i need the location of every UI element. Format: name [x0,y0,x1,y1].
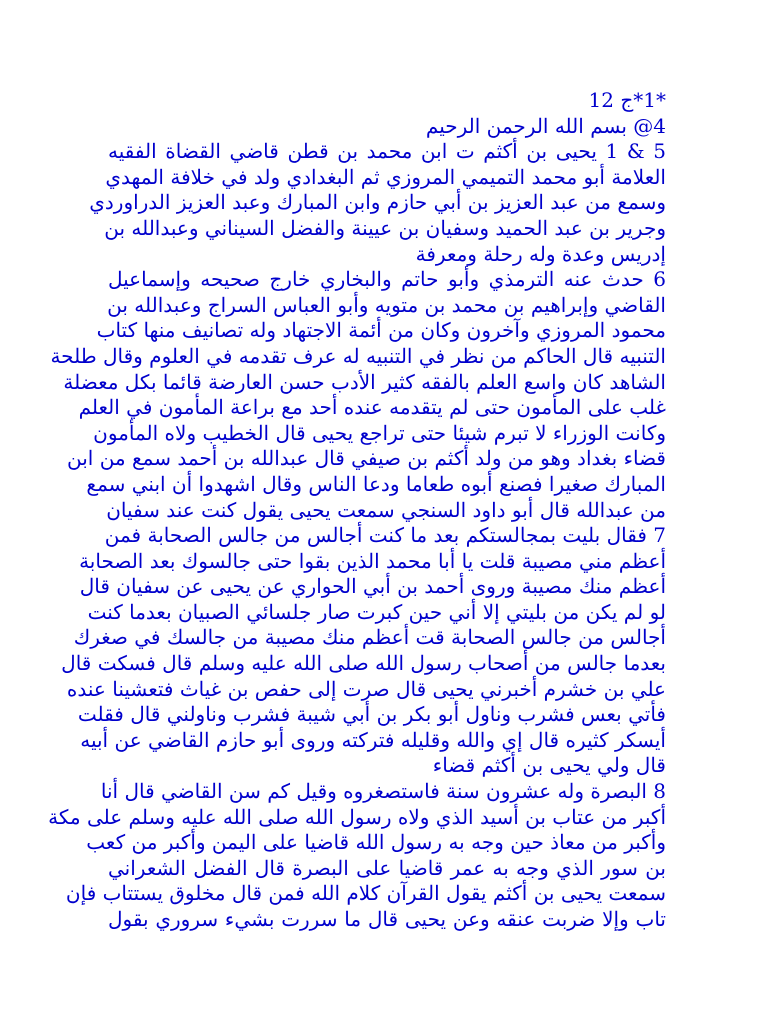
text-line: 5 & 1 يحيى بن أكثم ت ابن محمد بن قطن قاضي القضاة الفقيه [108,139,666,164]
text-line: وأكبر من معاذ حين وجه به رسول الله قاضيا على اليمن وأكبر من كعب [86,830,666,855]
text-line: قضاء بغداد وهو من ولد أكثم بن صيفي قال عبدالله بن أحمد سمع من ابن [67,446,666,471]
text-line: القاضي وإبراهيم بن محمد بن متويه وأبو العباس السراج وعبدالله بن [107,292,666,317]
text-line: بعدما جالس من أصحاب رسول الله صلى الله عليه وسلم قال فسكت قال [61,651,666,676]
text-line: الشاهد كان واسع العلم بالفقه كثير الأدب حسن العارضة قائما بكل معضلة [63,369,666,394]
text-line: أيسكر كثيره قال إي والله وقليله فتركته وروى أبو حازم القاضي عن أبيه [80,727,666,752]
text-line: تاب وإلا ضربت عنقه وعن يحيى قال ما سررت بشيء سروري بقول [108,907,666,931]
text-line: لو لم يكن من بليتي إلا أني حين كبرت صار جلسائي الصبيان بعدما كنت [87,599,666,624]
text-line: أجالس من جالس الصحابة قت أعظم منك مصيبة من جالسك في صغرك [73,625,666,650]
text-line: قال ولي يحيى بن أكثم قضاء [432,753,666,778]
text-line: سمعت يحيى بن أكثم يقول القرآن كلام الله فمن قال مخلوق يستتاب فإن [65,881,666,906]
text-line: بن سور الذي وجه به عمر قاضيا على البصرة قال الفضل الشعراني [108,855,666,880]
text-line: 6 حدث عنه الترمذي وأبو حاتم والبخاري خارج صحيحه وإسماعيل [108,267,666,292]
text-line: المبارك صغيرا فصنع أبوه طعاما ودعا الناس وقال اشهدوا أن ابني سمع [86,471,666,496]
text-line: علي بن خشرم أخبرني يحيى قال صرت إلى حفص بن غياث فتعشينا عنده [66,676,666,701]
text-line: 7 فقال بليت بمجالستكم بعد ما كنت أجالس من جالس الصحابة فمن [104,523,666,548]
text-line: أعظم منك مصيبة وروى أحمد بن أبي الحواري عن يحيى عن سفيان قال [79,574,666,599]
text-line: من عبدالله قال أبو داود السنجي سمعت يحيى يقول كنت عند سفيان [106,497,666,522]
text-line: غلب على المأمون حتى لم يتقدمه عنده أحد مع براعة المأمون في العلم [78,395,666,420]
text-line: إدريس وعدة وله رحلة ومعرفة [415,241,666,266]
text-line: أعظم مني مصيبة قلت يا أبا محمد الذين بقوا حتى جالسوك بعد الصحابة [79,548,666,573]
text-line: وجرير بن عبد الحميد وسفيان بن عيينة والفضل السيناني وعبدالله بن [104,215,666,240]
volume-marker: *1*ج 12 [588,88,666,112]
text-line: 8 البصرة وله عشرون سنة فاستصغروه وقيل كم سن القاضي قال أنا [100,779,666,804]
text-line: وكانت الوزراء لا تبرم شيئا حتى تراجع يحيى قال الخطيب ولاه المأمون [93,420,666,445]
text-line: وسمع من عبد العزيز بن أبي حازم وابن المبارك وعبد العزيز الدراوردي [89,190,666,215]
text-line: التنبيه قال الحاكم من نظر في التنبيه له عرف تقدمه في العلوم وقال طلحة [50,343,666,368]
text-line: محمود المروزي وآخرون وكان من أئمة الاجتهاد وله تصانيف منها كتاب [96,318,666,343]
basmala-line: 4@ بسم الله الرحمن الرحيم [425,113,666,138]
text-line: فأتي بعس فشرب وناول أبو بكر بن أبي شيبة فشرب وناولني قال فقلت [77,702,666,727]
text-line: العلامة أبو محمد التميمي المروزي ثم البغدادي ولد في خلافة المهدي [105,164,666,189]
text-line: أكبر من عتاب بن أسيد الذي ولاه رسول الله صلى الله عليه وسلم على مكة [48,804,666,829]
document-text [48,88,666,933]
